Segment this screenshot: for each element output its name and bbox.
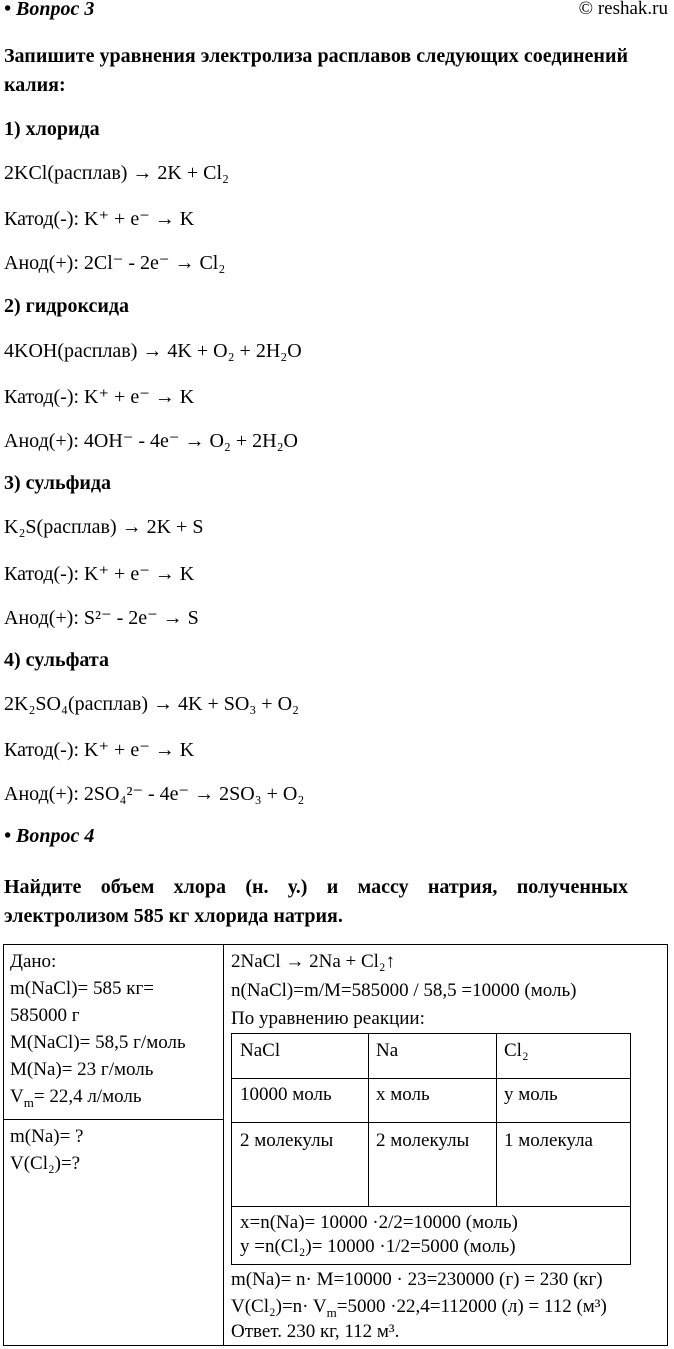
inner-row-divider <box>232 1122 630 1123</box>
inner-row-divider <box>232 1206 630 1207</box>
volume-result: =5000 ·22,4=112000 (л) = 112 (м³) <box>336 1296 607 1317</box>
molar-volume-subscript: m <box>23 1094 34 1110</box>
calc-y: y =n(Cl₂)= 10000 ·1/2=5000 (моль) <box>240 1236 516 1257</box>
given-mass-nacl-grams: 585000 г <box>10 1005 80 1026</box>
given-molar-mass-nacl: M(NaCl)= 58,5 г/моль <box>10 1032 186 1053</box>
inner-row-divider <box>232 1078 630 1079</box>
question-3-task: Запишите уравнения электролиза расплавов следующих соединений калия: <box>4 45 628 96</box>
molecules-nacl-cell: 2 молекулы <box>240 1130 334 1151</box>
question-4-heading: • Вопрос 4 <box>4 825 95 847</box>
table-column-divider <box>223 945 224 1345</box>
inner-column-divider <box>496 1034 497 1206</box>
header-cl2: Cl₂ <box>504 1040 529 1061</box>
solution-table <box>3 944 668 1346</box>
solution-equation: 2NaCl → 2Na + Cl₂↑ <box>231 951 396 972</box>
stoichiometry-table <box>231 1033 631 1265</box>
question-3-heading: • Вопрос 3 <box>4 0 95 20</box>
molar-volume-symbol: V <box>10 1086 24 1107</box>
section-4-cathode: Катод(-): K⁺ + e⁻ → K <box>4 739 195 761</box>
section-1-cathode: Катод(-): K⁺ + e⁻ → K <box>4 208 195 230</box>
header-na: Na <box>376 1040 399 1061</box>
section-2-equation: 4KOH(расплав) → 4K + O₂ + 2H₂O <box>4 340 302 362</box>
moles-nacl-cell: 10000 моль <box>240 1084 332 1105</box>
header-nacl: NaCl <box>240 1040 281 1061</box>
moles-na-cell: x моль <box>376 1084 430 1105</box>
section-4-equation: 2K₂SO₄(расплав) → 4K + SO₃ + O₂ <box>4 693 299 715</box>
given-molar-volume <box>10 1084 142 1115</box>
section-3-anode: Анод(+): S²⁻ - 2e⁻ → S <box>4 607 199 629</box>
find-mass-na: m(Na)= ? <box>10 1126 84 1147</box>
given-mass-nacl: m(NaCl)= 585 кг= <box>10 978 154 999</box>
section-3-title: 3) сульфида <box>4 472 112 494</box>
section-2-title: 2) гидроксида <box>4 295 130 317</box>
section-2-cathode: Катод(-): K⁺ + e⁻ → K <box>4 386 195 408</box>
solution-answer: Ответ. 230 кг, 112 м³. <box>231 1321 400 1342</box>
molecules-na-cell: 2 молекулы <box>376 1130 470 1151</box>
moles-cl2-cell: y моль <box>504 1084 558 1105</box>
solution-by-equation: По уравнению реакции: <box>231 1008 425 1029</box>
find-volume-cl2: V(Cl₂)=? <box>10 1153 81 1174</box>
section-1-equation: 2KCl(расплав) → 2K + Cl₂ <box>4 162 230 184</box>
calc-x: x=n(Na)= 10000 ·2/2=10000 (моль) <box>240 1212 518 1233</box>
section-4-anode: Анод(+): 2SO₄²⁻ - 4e⁻ → 2SO₃ + O₂ <box>4 783 305 805</box>
inner-column-divider <box>368 1034 369 1206</box>
question-4-task: Найдите объем хлора (н. у.) и массу натрия, полученных электролизом 585 кг хлорида натрия. <box>4 876 628 927</box>
section-1-anode: Анод(+): 2Cl⁻ - 2e⁻ → Cl₂ <box>4 252 226 274</box>
molar-volume-value: = 22,4 л/моль <box>33 1086 142 1107</box>
section-2-anode: Анод(+): 4OH⁻ - 4e⁻ → O₂ + 2H₂O <box>4 430 298 452</box>
section-1-title: 1) хлорида <box>4 118 100 140</box>
molecules-cl2-cell: 1 молекула <box>504 1130 593 1151</box>
given-molar-mass-na: M(Na)= 23 г/моль <box>10 1059 154 1080</box>
solution-moles-nacl: n(NaCl)=m/M=585000 / 58,5 =10000 (моль) <box>231 980 577 1001</box>
table-row-divider <box>4 1119 223 1120</box>
section-3-cathode: Катод(-): K⁺ + e⁻ → K <box>4 563 195 585</box>
site-credit: © reshak.ru <box>578 0 668 19</box>
solution-mass-na: m(Na)= n· M=10000 · 23=230000 (г) = 230 (кг) <box>231 1269 603 1290</box>
volume-subscript: m <box>326 1304 337 1320</box>
volume-formula: V(Cl₂)=n· V <box>231 1296 327 1317</box>
section-3-equation: K₂S(расплав) → 2K + S <box>4 516 204 538</box>
given-label: Дано: <box>10 951 57 972</box>
section-4-title: 4) сульфата <box>4 649 109 671</box>
